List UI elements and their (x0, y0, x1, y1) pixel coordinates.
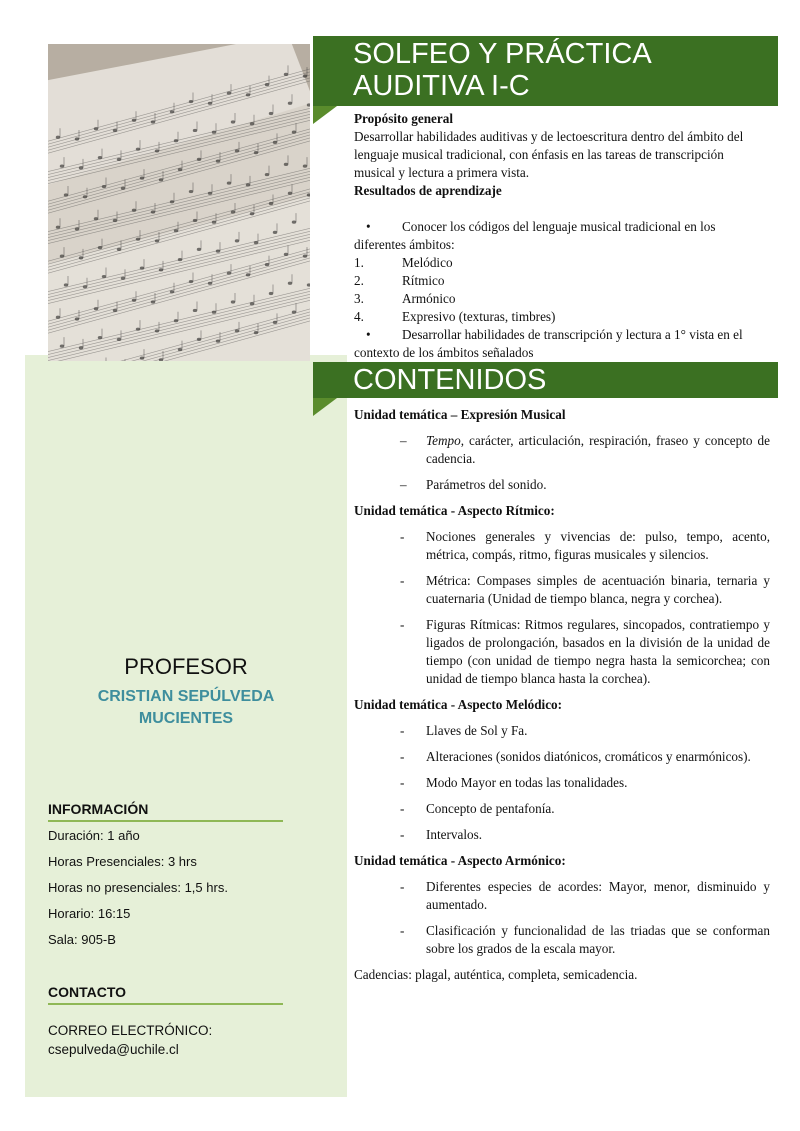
cadences-line: Cadencias: plagal, auténtica, completa, semicadencia. (354, 967, 638, 982)
unit-title: Unidad temática - Aspecto Rítmico: (354, 503, 555, 518)
content-item: – Parámetros del sonido. (400, 477, 547, 492)
content-item: - Alteraciones (sonidos diatónicos, cromáticos y enarmónicos). (400, 749, 751, 764)
title-banner (313, 36, 778, 106)
outcomes-heading: Resultados de aprendizaje (354, 183, 502, 198)
info-line: Duración: 1 año (48, 828, 140, 843)
purpose-text: Desarrollar habilidades auditivas y de lectoescritura dentro del ámbito del lenguaje musical tradicional, con énfasis en las tareas de transcripción musical y lectura a primera vista. (354, 129, 744, 180)
info-line: Sala: 905-B (48, 932, 116, 947)
outcome-list (354, 254, 754, 326)
contact-block (48, 984, 283, 1059)
content-item: - Métrica: Compases simples de acentuación binaria, ternaria y cuaternaria (Unidad de tiempo blanca, negra y corchea). (400, 573, 770, 606)
professor-name: CRISTIAN SEPÚLVEDA MUCIENTES (97, 688, 275, 727)
unit-title: Unidad temática - Aspecto Melódico: (354, 697, 563, 712)
contact-email[interactable]: csepulveda@uchile.cl (48, 1042, 179, 1057)
content-item: - Diferentes especies de acordes: Mayor, menor, disminuido y aumentado. (400, 879, 770, 912)
professor-heading: PROFESOR (124, 654, 248, 679)
outcome-list-item: 3. Armónico (354, 291, 456, 306)
content-item: - Llaves de Sol y Fa. (400, 723, 528, 738)
course-title: SOLFEO Y PRÁCTICA AUDITIVA I-C (353, 38, 652, 102)
info-block (48, 801, 283, 953)
content-item: - Concepto de pentafonía. (400, 801, 555, 816)
unit-title: Unidad temática – Expresión Musical (354, 407, 566, 422)
outcome-bullet: • Desarrollar habilidades de transcripción y lectura a 1° vista en el contexto de los ámbitos señalados (354, 327, 743, 360)
outcome-list-item: 2. Rítmico (354, 273, 445, 288)
unit-title: Unidad temática - Aspecto Armónico: (354, 853, 566, 868)
content-item: – Tempo, carácter, articulación, respiración, fraseo y concepto de cadencia. (400, 433, 770, 466)
info-line: Horas no presenciales: 1,5 hrs. (48, 880, 228, 895)
outcome-list-item: 1. Melódico (354, 255, 453, 270)
content-item: - Modo Mayor en todas las tonalidades. (400, 775, 628, 790)
contact-heading: CONTACTO (48, 984, 283, 1005)
contents-section (354, 406, 770, 984)
outcome-list-item: 4. Expresivo (texturas, timbres) (354, 309, 556, 324)
contents-heading: CONTENIDOS (353, 364, 547, 396)
info-line: Horario: 16:15 (48, 906, 131, 921)
banner-fold (313, 398, 337, 416)
contact-label: CORREO ELECTRÓNICO: (48, 1023, 213, 1038)
content-item: - Clasificación y funcionalidad de las triadas que se conforman sobre los grados de la escala mayor. (400, 923, 770, 956)
contents-banner (313, 362, 778, 398)
sheet-music-photo (48, 44, 310, 361)
course-intro (354, 110, 754, 362)
info-line: Horas Presenciales: 3 hrs (48, 854, 197, 869)
content-item: - Intervalos. (400, 827, 483, 842)
content-item: - Figuras Rítmicas: Ritmos regulares, sincopados, contratiempo y ligados de prolongación, basados en la división de la unidad de tiempo (con unidad de tiempo negra hasta la semicorchea; con unidad de tiempo blanca hasta la corchea). (400, 617, 770, 686)
purpose-heading: Propósito general (354, 111, 454, 126)
content-item: - Nociones generales y vivencias de: pulso, tempo, acento, métrica, compás, ritmo, figuras musicales y silencios. (400, 529, 770, 562)
banner-fold (313, 106, 337, 124)
info-heading: INFORMACIÓN (48, 801, 283, 822)
outcome-bullet: • Conocer los códigos del lenguaje musical tradicional en los diferentes ámbitos: (354, 219, 716, 252)
